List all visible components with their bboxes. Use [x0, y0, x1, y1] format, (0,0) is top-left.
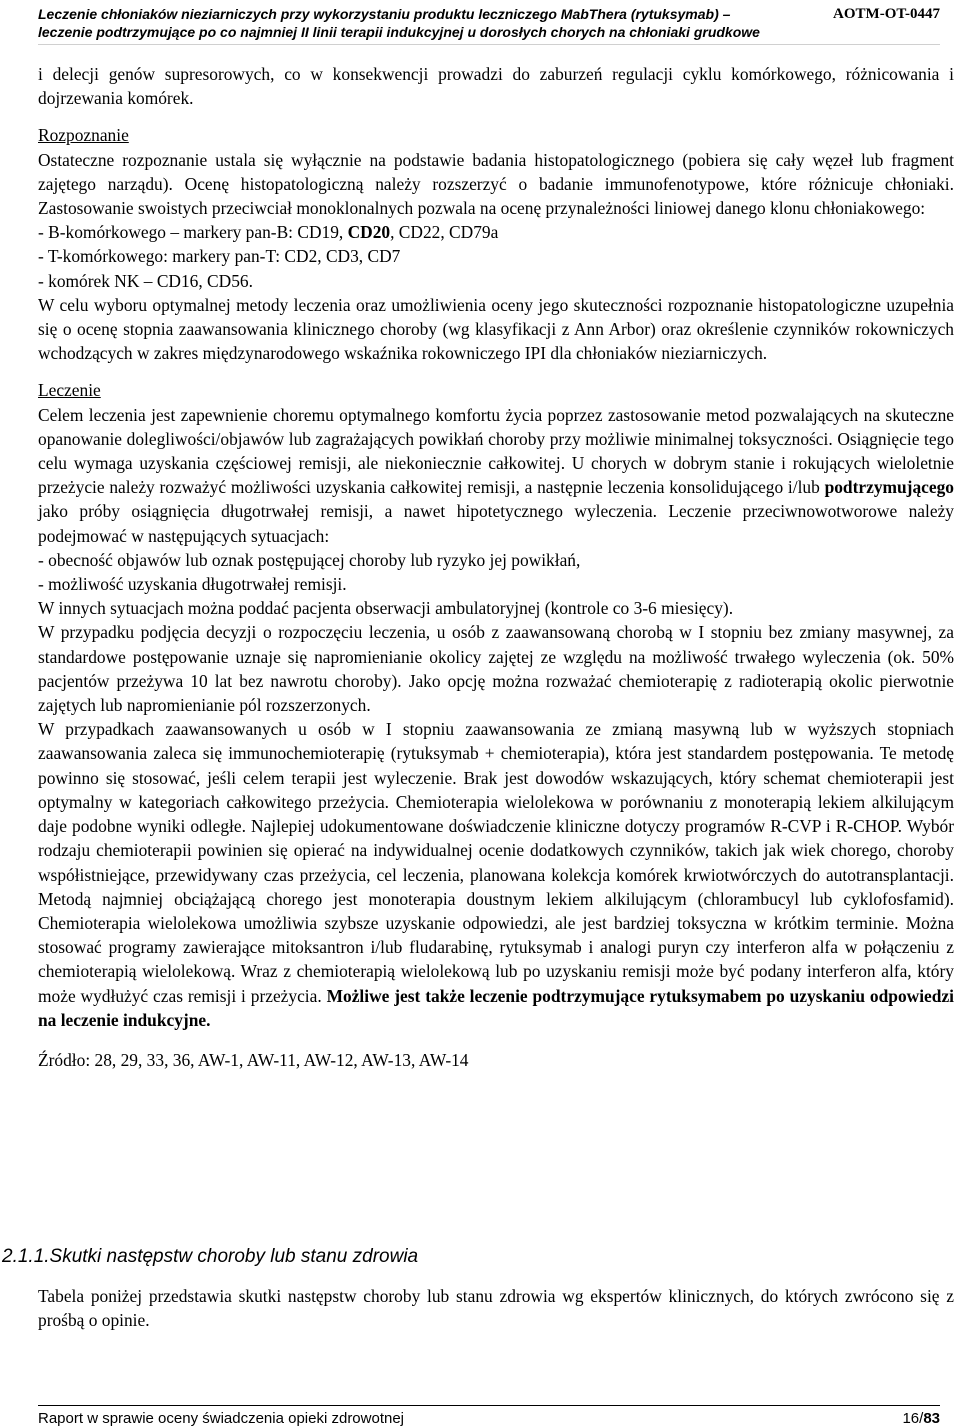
list-item-remission: - możliwość uzyskania długotrwałej remisji.	[38, 574, 347, 595]
paragraph-rozpoznanie: Ostateczne rozpoznanie ustala się wyłącznie na podstawie badania histopatologicznego (pobiera się cały węzeł lub fragment zajętego narządu). Ocenę histopatologiczną należy rozszerzyć o badanie immunofenotypowe, które różnicuje chłoniaki. Zastosowanie swoistych przeciwciał monoklonalnych pozwala na ocenę przynależności liniowej danego klonu chłoniakowego:	[38, 149, 954, 219]
paragraph-treatment-goal: Celem leczenia jest zapewnienie choremu optymalnego komfortu życia poprzez zastosowanie metod pozwalających na skuteczne opanowanie dolegliwości/objawów lub zagrażających powikłań choroby przy możliwie minimalnej toksyczności. Osiągnięcie tego celu wymaga uzyskania częściowej remisji, ale niekoniecznie całkowitej. U chorych w dobrym stanie i rokujących wieloletnie przeżycie należy rozważyć możliwości uzyskania całkowitej remisji, a następnie leczenia konsolidującego i/lub podtrzymującego jako próby osiągnięcia długotrwałej remisji, a nawet hipotetycznego wyleczenia. Leczenie przeciwnowotworowe należy podejmować w następujących sytuacjach:	[38, 404, 954, 546]
paragraph-observation: W innych sytuacjach można poddać pacjenta obserwacji ambulatoryjnej (kontrole co 3-6 miesięcy).	[38, 598, 734, 619]
page-header	[38, 2, 940, 45]
heading-leczenie: Leczenie	[38, 380, 101, 401]
list-item-t-cell: - T-komórkowego: markery pan-T: CD2, CD3, CD7	[38, 246, 401, 267]
footer-report-title: Raport w sprawie oceny świadczenia opieki zdrowotnej	[38, 1410, 405, 1427]
paragraph-advanced-stage: W przypadkach zaawansowanych u osób w I stopniu zaawansowania ze zmianą masywną lub w wyższych stopniach zaawansowania zaleca się immunochemioterapię (rytuksymab + chemioterapia), która jest standardem postępowania. Te metodę powinno się stosować, jeśli celem terapii jest wyleczenie. Brak jest dowodów wskazujących, który schemat chemioterapii jest optymalny w kategoriach całkowitego przeżycia. Chemioterapia wielolekowa w porównaniu z monoterapią lekiem alkilującym daje podobne wyniki odległe. Najlepiej udokumentowane doświadczenie kliniczne dotyczy programów R-CVP i R-CHOP. Wybór rodzaju chemioterapii powinien się opierać na indywidualnej ocenie dodatkowych czynników, takich jak wiek chorego, choroby współistniejące, przewidywany czas przeżycia, cel leczenia, planowana kolekcja komórek krwiotwórczych do autotransplantacji. Metodą najmniej obciążającą chorego jest monoterapia doustnym lekiem alkilującym (chlorambucyl lub cyklofosfamid). Chemioterapia wielolekowa umożliwia szybsze uzyskanie odpowiedzi, ale jest bardziej toksyczna w krótkim terminie. Można stosować programy zawierające mitoksantron i/lub fludarabinę, rytuksymab i analogi puryn czy interferon alfa w połączeniu z chemioterapią wielolekową. Wraz z chemioterapią wielolekową lub po uzyskaniu remisji może być podany interferon alfa, który może wydłużyć czas remisji i przeżycia. Możliwe jest także leczenie podtrzymujące rytuksymabem po uzyskaniu odpowiedzi na leczenie indukcyjne.	[38, 719, 954, 1030]
page-number: 16/83	[902, 1410, 940, 1427]
heading-rozpoznanie: Rozpoznanie	[38, 125, 129, 146]
source-references: Źródło: 28, 29, 33, 36, AW-1, AW-11, AW-12, AW-13, AW-14	[38, 1049, 469, 1070]
paragraph-intro: i delecji genów supresorowych, co w konsekwencji prowadzi do zaburzeń regulacji cyklu komórkowego, różnicowania i dojrzewania komórek.	[38, 64, 954, 109]
header-title-line1: Leczenie chłoniaków nieziarniczych przy wykorzystaniu produktu leczniczego MabThera (rytuksymab) –	[38, 6, 731, 22]
section-body	[38, 1284, 954, 1332]
page-footer	[38, 1405, 940, 1427]
list-item-nk-cell: - komórek NK – CD16, CD56.	[38, 270, 253, 291]
section-heading: 2.1.1.Skutki następstw choroby lub stanu zdrowia	[2, 1246, 419, 1267]
header-title-line2: leczenie podtrzymujące po co najmniej II linii terapii indukcyjnej u dorosłych chorych na chłoniaki grudkowe	[38, 24, 760, 40]
document-code: AOTM-OT-0447	[833, 6, 940, 22]
document-body	[38, 62, 954, 1072]
paragraph-section-intro: Tabela poniżej przedstawia skutki następstw choroby lub stanu zdrowia wg ekspertów klinicznych, do których zwrócono się z prośbą o opinie.	[38, 1286, 954, 1331]
paragraph-early-stage: W przypadku podjęcia decyzji o rozpoczęciu leczenia, u osób z zaawansowaną chorobą w I stopniu bez zmiany masywnej, za standardowe postępowanie uznaje się napromienianie okolicy zajętej ze względu na możliwość trwałego wyleczenia (ok. 50% pacjentów przeżywa 10 lat bez nawrotu choroby). Jako opcję można rozważać chemioterapię z radioterapią okolic pierwotnie zajętych lub napromienianie pól rozszerzonych.	[38, 622, 954, 716]
list-item-symptoms: - obecność objawów lub oznak postępującej choroby lub ryzyko jej powikłań,	[38, 549, 581, 570]
paragraph-staging: W celu wyboru optymalnej metody leczenia oraz umożliwienia oceny jego skuteczności rozpoznanie histopatologiczne uzupełnia się o ocenę stopnia zaawansowania klinicznego choroby (wg klasyfikacji z Ann Arbor) oraz określenie czynników rokowniczych wchodzących w zakres międzynarodowego wskaźnika rokowniczego IPI dla chłoniaków nieziarniczych.	[38, 294, 954, 364]
list-item-b-cell: - B-komórkowego – markery pan-B: CD19, CD20, CD22, CD79a	[38, 222, 499, 243]
